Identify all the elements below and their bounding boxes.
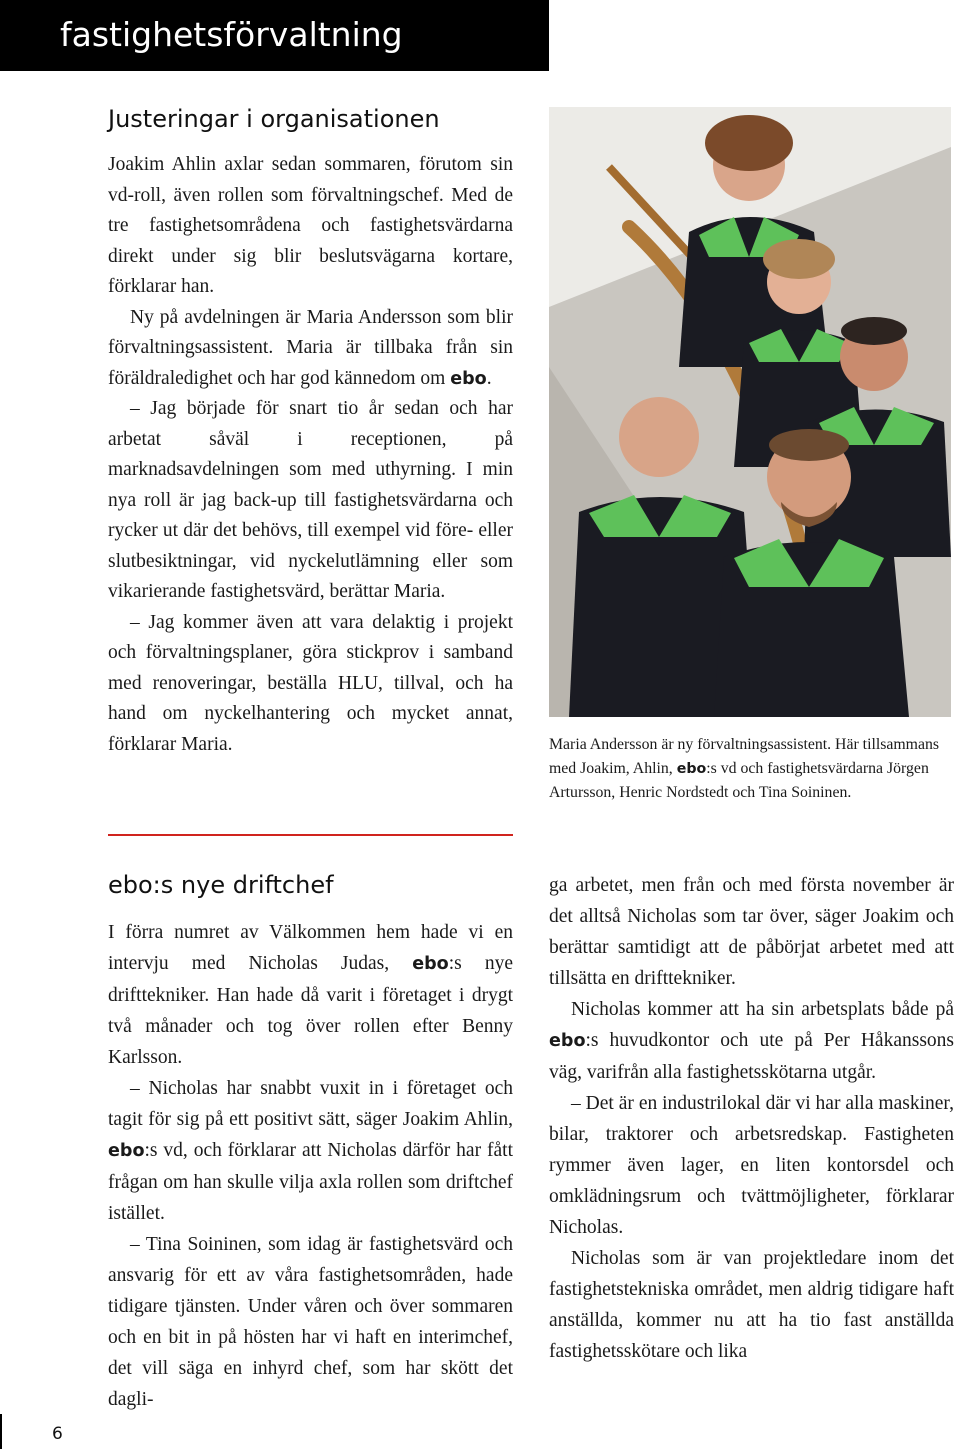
staff-group-illustration: [549, 107, 951, 717]
photo-caption: Maria Andersson är ny förvaltningsassistent. Här tillsammans med Joakim, Ahlin, ebo:s vd och fastighetsvärdarna Jörgen Artursson, Henric Nordstedt och Tina Soininen.: [549, 736, 940, 801]
article-body-driftchef-right: [549, 870, 954, 1367]
paragraph: – Jag kommer även att vara delaktig i projekt och förvaltningsplaner, göra stickprov i samband med renoveringar, beställa HLU, tillval, och ha hand om nyckelhantering och mycket annat, förklarar Maria.: [108, 611, 513, 755]
paragraph: Nicholas kommer att ha sin arbetsplats både på ebo:s huvudkontor och ute på Per Håkanssons väg, varifrån alla fastighetsskötarna utgår.: [549, 999, 954, 1083]
article-body-organisation: [108, 150, 513, 760]
article-body-driftchef-left: [108, 917, 513, 1415]
article-heading-organisation: Justeringar i organisationen: [108, 105, 440, 133]
paragraph: Joakim Ahlin axlar sedan sommaren, förutom sin vd-roll, även rollen som förvaltningschef. Med de tre fastighetsområdena och fastighetsvärdarna direkt under sig blir beslutsvägarna kortare, förklarar han.: [108, 154, 513, 297]
page-number: 6: [52, 1424, 63, 1444]
ebo-brand: ebo: [412, 954, 449, 974]
paragraph: – Det är en industrilokal där vi har alla maskiner, bilar, traktorer och arbetsredskap. Fastigheten rymmer även lager, en liten kontorsdel och omklädningsrum och tvättmöjligheter, förklarar Nicholas.: [549, 1093, 954, 1238]
section-title: fastighetsförvaltning: [60, 15, 403, 54]
paragraph: ga arbetet, men från och med första november är det alltså Nicholas som tar över, säger Joakim och berättar samtidigt att de påbörjat arbetet med att tillsätta en drifttekniker.: [549, 875, 954, 989]
ebo-brand: ebo: [108, 1141, 145, 1161]
staff-group-photo: [549, 107, 951, 717]
section-divider: [108, 834, 513, 836]
header-bar: [0, 0, 549, 71]
paragraph: – Tina Soininen, som idag är fastighetsvärd och ansvarig för ett av våra fastighetsområden, hade tidigare tjänsten. Under våren och över sommaren och en bit in på hösten har vi haft en interimchef, det vill säga en inhyrd chef, som har skött det dagli-: [108, 1234, 513, 1410]
paragraph: – Nicholas har snabbt vuxit in i företaget och tagit för sig på ett positivt sätt, säger Joakim Ahlin, ebo:s vd, och förklarar att Nicholas därför har fått frågan om han skulle vilja axla rollen som driftchef istället.: [108, 1078, 513, 1224]
ebo-brand: ebo: [450, 368, 487, 389]
article-heading-driftchef: ebo:s nye driftchef: [108, 871, 334, 899]
page-edge-line: [0, 1414, 2, 1449]
paragraph: Ny på avdelningen är Maria Andersson som blir förvaltningsassistent. Maria är tillbaka från sin föräldraledighet och har god kännedom om ebo.: [108, 306, 513, 389]
ebo-brand: ebo: [676, 760, 707, 777]
ebo-brand: ebo: [549, 1031, 586, 1051]
paragraph: – Jag började för snart tio år sedan och har arbetat såväl i receptionen, på marknadsavdelningen som med uthyrning. I min nya roll är jag back-up till fastighetsvärdarna och rycker ut där det behövs, till exempel vid före- eller slutbesiktningar, vid nyckelutlämning eller som vikarierande fastighetsvärd, berättar Maria.: [108, 398, 513, 602]
paragraph: I förra numret av Välkommen hem hade vi en intervju med Nicholas Judas, ebo:s nye drifttekniker. Han hade då varit i företaget i drygt två månader och tog över rollen efter Benny Karlsson.: [108, 922, 513, 1068]
paragraph: Nicholas som är van projektledare inom det fastighetstekniska området, men aldrig tidigare haft anställda, kommer nu att ha tio fast anställda fastighetsskötare och lika: [549, 1248, 954, 1362]
